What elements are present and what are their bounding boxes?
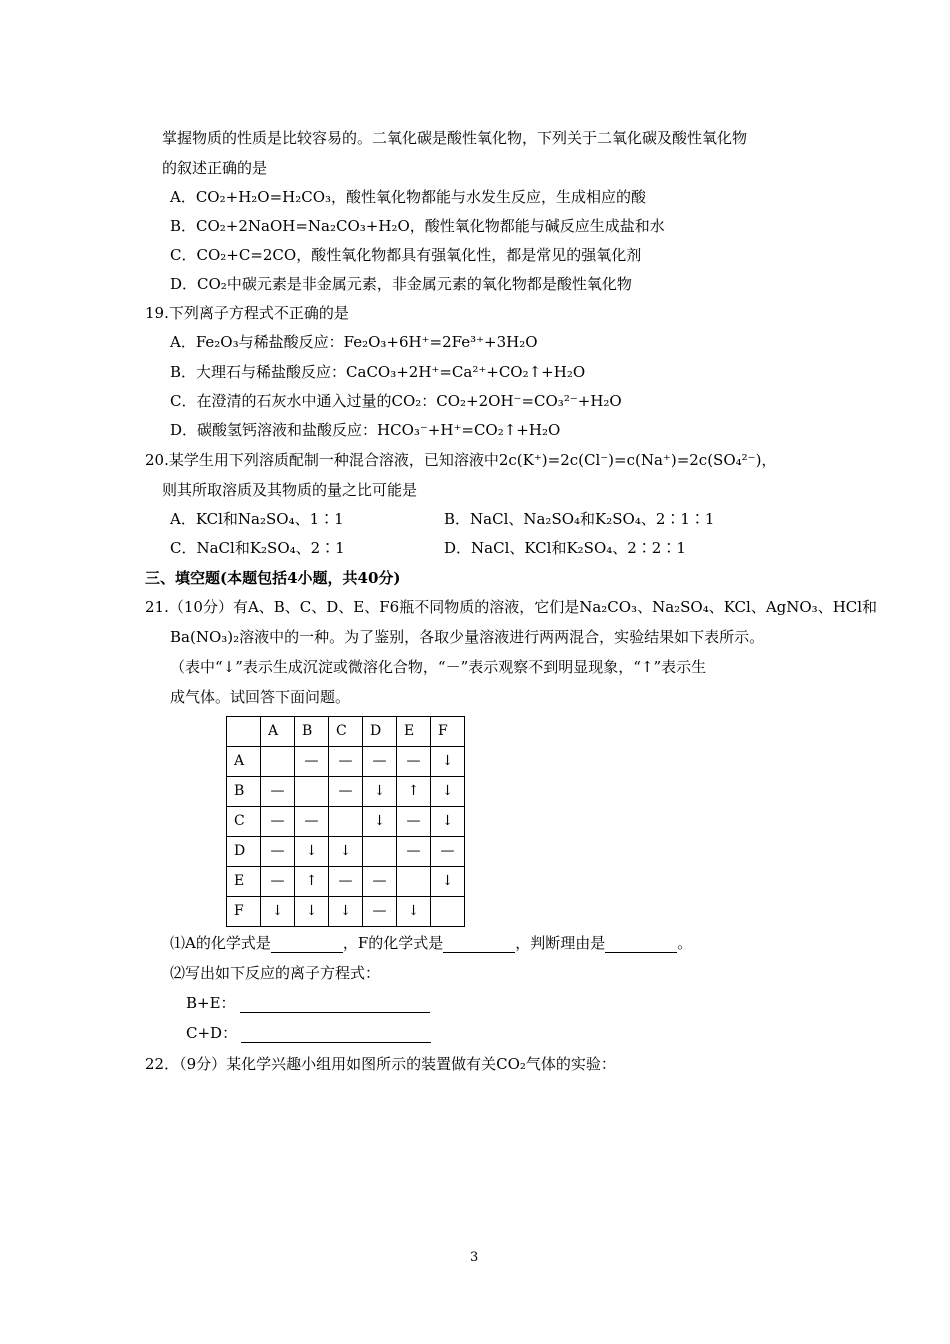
- q18-option-c: C．CO₂+C=2CO，酸性氧化物都具有强氧化性，都是常见的强氧化剂: [170, 246, 642, 264]
- q18-stem-line2: 的叙述正确的是: [162, 159, 268, 177]
- table-cell: —: [261, 777, 295, 807]
- table-cell: ↓: [431, 807, 465, 837]
- reaction-table: [226, 716, 465, 927]
- table-header-cell: E: [397, 717, 431, 747]
- answer-blank-be[interactable]: [240, 997, 430, 1013]
- table-cell: ↓: [431, 777, 465, 807]
- table-header-cell: D: [363, 717, 397, 747]
- table-row: [227, 747, 465, 777]
- q19-option-b: B．大理石与稀盐酸反应：CaCO₃+2H⁺=Ca²⁺+CO₂↑+H₂O: [170, 363, 586, 381]
- table-cell: —: [431, 837, 465, 867]
- table-cell: —: [261, 837, 295, 867]
- row-label: C: [227, 807, 261, 837]
- q18-stem-line1: 掌握物质的性质是比较容易的。二氧化碳是酸性氧化物，下列关于二氧化碳及酸性氧化物: [162, 129, 748, 147]
- answer-blank-a[interactable]: [271, 937, 343, 953]
- table-cell: ↑: [295, 867, 329, 897]
- be-label: B+E：: [186, 994, 236, 1012]
- q20-option-c: C．NaCl和K₂SO₄、2∶1: [170, 539, 345, 557]
- table-header-cell: F: [431, 717, 465, 747]
- q20-stem-line2: 则其所取溶质及其物质的量之比可能是: [162, 481, 418, 499]
- q18-option-a: A．CO₂+H₂O=H₂CO₃，酸性氧化物都能与水发生反应，生成相应的酸: [170, 188, 647, 206]
- q19-option-a: A．Fe₂O₃与稀盐酸反应：Fe₂O₃+6H⁺=2Fe³⁺+3H₂O: [170, 333, 538, 351]
- table-cell: ↓: [363, 777, 397, 807]
- table-cell: —: [397, 747, 431, 777]
- table-cell: [431, 897, 465, 927]
- row-label: D: [227, 837, 261, 867]
- table-cell: ↓: [329, 837, 363, 867]
- table-cell: —: [363, 747, 397, 777]
- q18-option-d: D．CO₂中碳元素是非金属元素，非金属元素的氧化物都是酸性氧化物: [170, 275, 632, 293]
- table-cell: —: [329, 867, 363, 897]
- q21-stem-line4: 成气体。试回答下面问题。: [170, 688, 351, 706]
- q21-cd-line: [186, 1023, 431, 1043]
- table-cell: ↓: [431, 747, 465, 777]
- row-label: F: [227, 897, 261, 927]
- q21-stem-line1: 21.（10分）有A、B、C、D、E、F6瓶不同物质的溶液，它们是Na₂CO₃、Na₂SO₄、KCl、AgNO₃、HCl和: [145, 598, 878, 616]
- answer-blank-cd[interactable]: [241, 1027, 431, 1043]
- q20-option-b: B．NaCl、Na₂SO₄和K₂SO₄、2∶1∶1: [444, 510, 715, 528]
- q19-option-c: C．在澄清的石灰水中通入过量的CO₂：CO₂+2OH⁻=CO₃²⁻+H₂O: [170, 392, 622, 410]
- table-cell: —: [329, 747, 363, 777]
- table-cell: —: [261, 807, 295, 837]
- table-header-cell: C: [329, 717, 363, 747]
- table-cell: ↓: [295, 897, 329, 927]
- table-row: [227, 867, 465, 897]
- q19-option-d: D．碳酸氢钙溶液和盐酸反应：HCO₃⁻+H⁺=CO₂↑+H₂O: [170, 421, 561, 439]
- row-label: B: [227, 777, 261, 807]
- table-cell: [295, 777, 329, 807]
- table-cell: —: [363, 897, 397, 927]
- q21-part1-a-label: ⑴A的化学式是: [170, 934, 271, 952]
- table-cell: ↓: [261, 897, 295, 927]
- q20-stem-line1: 20.某学生用下列溶质配制一种混合溶液，已知溶液中2c(K⁺)=2c(Cl⁻)=c(Na⁺)=2c(SO₄²⁻)，: [145, 451, 777, 469]
- table-cell: [363, 837, 397, 867]
- q21-be-line: [186, 993, 430, 1013]
- table-cell: ↓: [363, 807, 397, 837]
- table-cell: —: [397, 807, 431, 837]
- q19-stem: 19.下列离子方程式不正确的是: [145, 304, 349, 322]
- table-cell: ↓: [397, 897, 431, 927]
- table-cell: ↓: [329, 897, 363, 927]
- table-cell: [227, 717, 261, 747]
- table-header-cell: A: [261, 717, 295, 747]
- table-cell: —: [295, 747, 329, 777]
- q21-stem-line2: Ba(NO₃)₂溶液中的一种。为了鉴别，各取少量溶液进行两两混合，实验结果如下表所示。: [170, 628, 765, 646]
- cd-label: C+D：: [186, 1024, 238, 1042]
- page-number: 3: [470, 1250, 479, 1265]
- table-cell: ↓: [295, 837, 329, 867]
- answer-blank-f[interactable]: [443, 937, 515, 953]
- table-cell: —: [363, 867, 397, 897]
- q21-part1-reason-label: ，判断理由是: [515, 934, 606, 952]
- q18-option-b: B．CO₂+2NaOH=Na₂CO₃+H₂O，酸性氧化物都能与碱反应生成盐和水: [170, 217, 665, 235]
- q21-part2: ⑵写出如下反应的离子方程式：: [170, 964, 381, 982]
- table-row: [227, 777, 465, 807]
- answer-blank-reason[interactable]: [605, 937, 677, 953]
- table-row: [227, 897, 465, 927]
- q21-part1-f-label: ，F的化学式是: [342, 934, 444, 952]
- q21-part1: [170, 933, 692, 953]
- row-label: A: [227, 747, 261, 777]
- table-cell: —: [295, 807, 329, 837]
- row-label: E: [227, 867, 261, 897]
- table-row: [227, 837, 465, 867]
- table-row: [227, 807, 465, 837]
- q22-stem: 22．（9分）某化学兴趣小组用如图所示的装置做有关CO₂气体的实验：: [145, 1055, 616, 1073]
- table-cell: [329, 807, 363, 837]
- table-cell: —: [397, 837, 431, 867]
- table-cell: —: [261, 867, 295, 897]
- section-heading: 三、填空题(本题包括4小题，共40分): [145, 569, 401, 587]
- table-cell: [397, 867, 431, 897]
- q21-stem-line3: （表中“↓”表示生成沉淀或微溶化合物，“－”表示观察不到明显现象，“↑”表示生: [170, 658, 707, 676]
- q20-option-d: D．NaCl、KCl和K₂SO₄、2∶2∶1: [444, 539, 686, 557]
- table-cell: —: [329, 777, 363, 807]
- table-cell: ↓: [431, 867, 465, 897]
- table-header-row: [227, 717, 465, 747]
- table-cell: [261, 747, 295, 777]
- table-cell: ↑: [397, 777, 431, 807]
- q21-part1-end: 。: [677, 934, 693, 952]
- table-header-cell: B: [295, 717, 329, 747]
- q20-option-a: A．KCl和Na₂SO₄、1∶1: [170, 510, 344, 528]
